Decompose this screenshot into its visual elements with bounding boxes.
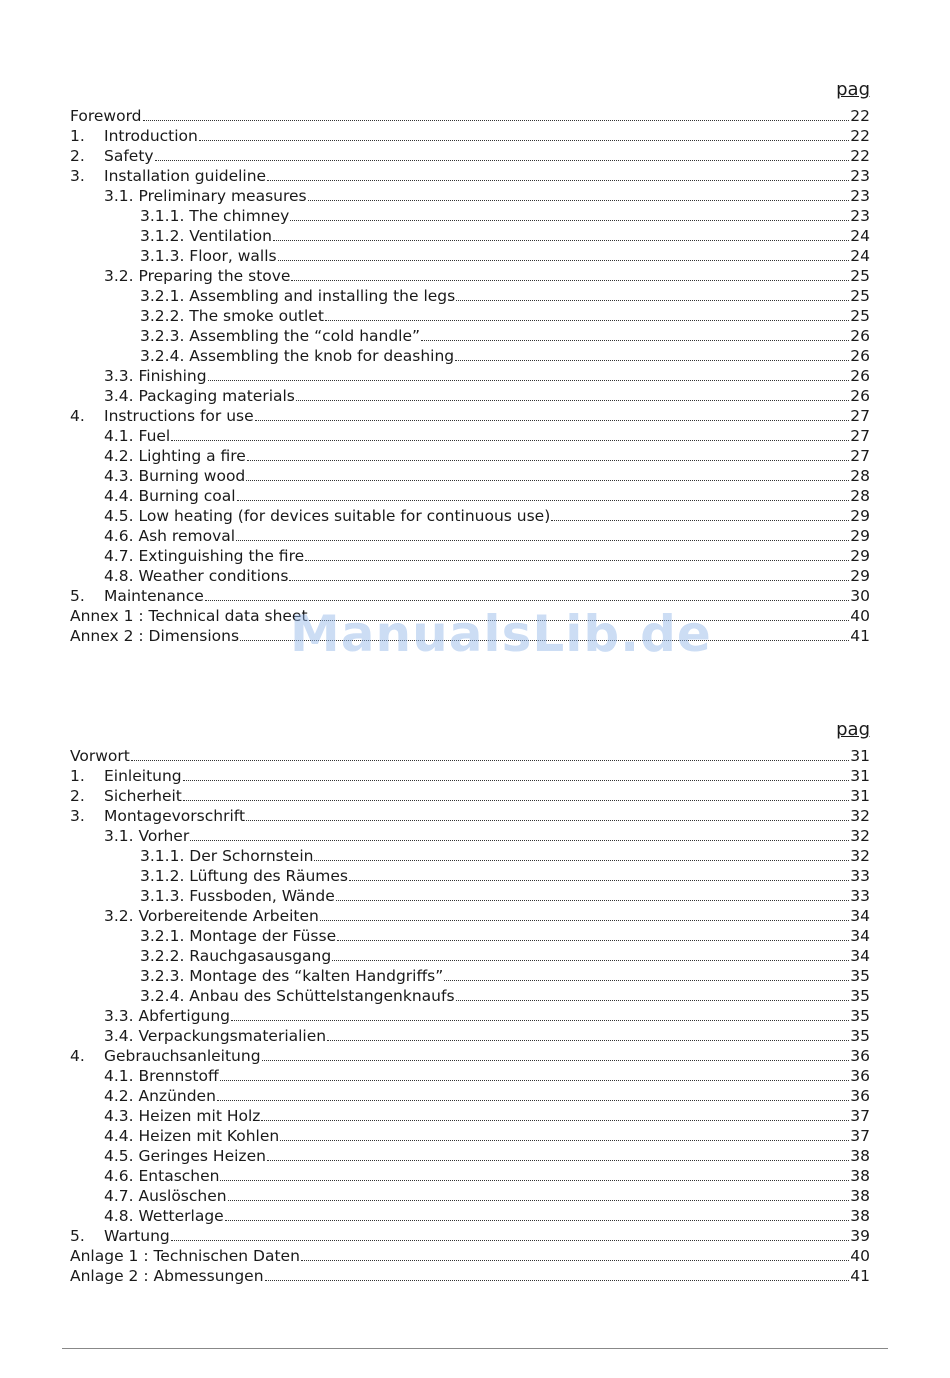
toc-entry[interactable]: [70, 1226, 870, 1246]
toc-entry-label: 3.4. Verpackungsmaterialien: [104, 1027, 327, 1045]
toc-entry-page: 35: [850, 1027, 870, 1045]
toc-entry-number: 1.: [70, 767, 85, 785]
toc-entry-page: 22: [850, 107, 870, 125]
toc-entry[interactable]: [70, 586, 870, 606]
toc-entry-page: 26: [850, 387, 870, 405]
toc-entry-page: 23: [850, 207, 870, 225]
toc-entry-page: 27: [850, 427, 870, 445]
toc-entry-page: 33: [850, 867, 870, 885]
dot-leader: [199, 128, 849, 141]
toc-entry[interactable]: [70, 186, 870, 206]
toc-entry[interactable]: [70, 806, 870, 826]
dot-leader: [325, 308, 849, 321]
toc-entry[interactable]: [70, 546, 870, 566]
toc-entry-page: 30: [850, 587, 870, 605]
toc-entry-page: 36: [850, 1067, 870, 1085]
dot-leader: [267, 168, 849, 181]
toc-entry-page: 24: [850, 247, 870, 265]
toc-entry-label: 4.4. Heizen mit Kohlen: [104, 1127, 280, 1145]
dot-leader: [205, 588, 849, 601]
toc-entry-page: 28: [850, 467, 870, 485]
toc-entry-number: 1.: [70, 127, 85, 145]
toc-entry-page: 27: [850, 447, 870, 465]
dot-leader: [421, 328, 849, 341]
toc-entry[interactable]: [70, 526, 870, 546]
toc-entry-page: 34: [850, 927, 870, 945]
toc-entry-page: 38: [850, 1147, 870, 1165]
toc-entry[interactable]: [70, 746, 870, 766]
dot-leader: [320, 908, 849, 921]
dot-leader: [262, 1048, 850, 1061]
toc-entry-label: 3.1. Preliminary measures: [104, 187, 307, 205]
toc-entry[interactable]: [70, 566, 870, 586]
toc-entry-label: 4.4. Burning coal: [104, 487, 236, 505]
toc-entry[interactable]: [70, 1006, 870, 1026]
toc-entry[interactable]: [70, 486, 870, 506]
toc-entries: [70, 106, 870, 646]
toc-entry-label: 3.3. Abfertigung: [104, 1007, 231, 1025]
dot-leader: [456, 288, 849, 301]
toc-german: [70, 718, 870, 1286]
toc-entry-page: 36: [850, 1087, 870, 1105]
toc-entry-label: Instructions for use: [104, 407, 254, 425]
toc-entry[interactable]: [70, 1126, 870, 1146]
toc-entry-label: 3.1.3. Fussboden, Wände: [140, 887, 335, 905]
toc-entry[interactable]: [70, 326, 870, 346]
toc-entry-label: Montagevorschrift: [104, 807, 246, 825]
toc-entry-page: 29: [850, 507, 870, 525]
toc-entry-label: 4.7. Extinguishing the fire: [104, 547, 305, 565]
toc-entry-label: 4.3. Burning wood: [104, 467, 246, 485]
toc-entry-label: 4.3. Heizen mit Holz: [104, 1107, 261, 1125]
toc-entry[interactable]: [70, 446, 870, 466]
dot-leader: [246, 468, 849, 481]
toc-entry-page: 35: [850, 1007, 870, 1025]
toc-entry[interactable]: [70, 286, 870, 306]
toc-entry-page: 34: [850, 947, 870, 965]
dot-leader: [305, 548, 849, 561]
toc-entry-page: 37: [850, 1127, 870, 1145]
dot-leader: [336, 888, 850, 901]
toc-entry-page: 34: [850, 907, 870, 925]
dot-leader: [225, 1208, 850, 1221]
toc-entry-label: 4.1. Fuel: [104, 427, 171, 445]
dot-leader: [261, 1108, 849, 1121]
toc-entry-page: 26: [850, 327, 870, 345]
toc-entry-page: 24: [850, 227, 870, 245]
dot-leader: [289, 568, 849, 581]
toc-entry-label: 3.1. Vorher: [104, 827, 190, 845]
dot-leader: [290, 208, 849, 221]
dot-leader: [220, 1068, 850, 1081]
dot-leader: [551, 508, 849, 521]
dot-leader: [220, 1168, 849, 1181]
dot-leader: [237, 488, 850, 501]
toc-entry-label: 3.2.1. Montage der Füsse: [140, 927, 337, 945]
toc-entry-page: 25: [850, 287, 870, 305]
dot-leader: [456, 988, 850, 1001]
toc-entry-label: 3.1.2. Ventilation: [140, 227, 272, 245]
toc-entry-label: 3.1.1. Der Schornstein: [140, 847, 314, 865]
dot-leader: [217, 1088, 849, 1101]
toc-entry[interactable]: [70, 126, 870, 146]
dot-leader: [337, 928, 849, 941]
toc-entry-page: 26: [850, 347, 870, 365]
toc-entry-number: 4.: [70, 407, 85, 425]
toc-entry[interactable]: [70, 106, 870, 126]
dot-leader: [208, 368, 850, 381]
dot-leader: [143, 108, 850, 121]
toc-entry-label: 3.1.1. The chimney: [140, 207, 290, 225]
toc-entry-page: 26: [850, 367, 870, 385]
toc-entry[interactable]: [70, 826, 870, 846]
toc-entry-page: 29: [850, 547, 870, 565]
dot-leader: [301, 1248, 849, 1261]
toc-entry-page: 29: [850, 527, 870, 545]
toc-entry-label: 3.2. Preparing the stove: [104, 267, 291, 285]
toc-entry-label: 3.4. Packaging materials: [104, 387, 295, 405]
toc-entry[interactable]: [70, 866, 870, 886]
page-column-header: pag: [836, 719, 870, 740]
toc-entry-page: 23: [850, 187, 870, 205]
toc-entry[interactable]: [70, 366, 870, 386]
toc-entry-page: 28: [850, 487, 870, 505]
toc-entry[interactable]: [70, 146, 870, 166]
dot-leader: [246, 808, 849, 821]
toc-entry-label: 3.1.3. Floor, walls: [140, 247, 277, 265]
toc-entry-page: 31: [850, 767, 870, 785]
toc-entry-page: 31: [850, 747, 870, 765]
toc-entry[interactable]: [70, 846, 870, 866]
toc-entry-page: 32: [850, 807, 870, 825]
toc-entry-label: 3.3. Finishing: [104, 367, 207, 385]
toc-english: [70, 78, 870, 646]
dot-leader: [296, 388, 849, 401]
toc-entry-label: 3.2. Vorbereitende Arbeiten: [104, 907, 319, 925]
toc-entry[interactable]: [70, 206, 870, 226]
toc-entry[interactable]: [70, 1066, 870, 1086]
dot-leader: [444, 968, 849, 981]
toc-entry[interactable]: [70, 1046, 870, 1066]
toc-entry-page: 38: [850, 1207, 870, 1225]
toc-entry[interactable]: [70, 1266, 870, 1286]
dot-leader: [247, 448, 849, 461]
toc-entry[interactable]: [70, 966, 870, 986]
dot-leader: [131, 748, 849, 761]
toc-entry[interactable]: [70, 1146, 870, 1166]
toc-entry-label: 4.8. Weather conditions: [104, 567, 289, 585]
toc-entry-label: Installation guideline: [104, 167, 267, 185]
toc-entry-number: 3.: [70, 167, 85, 185]
toc-entry-label: 3.2.4. Anbau des Schüttelstangenknaufs: [140, 987, 455, 1005]
dot-leader: [183, 768, 850, 781]
toc-entry-number: 5.: [70, 1227, 85, 1245]
toc-entry-number: 3.: [70, 807, 85, 825]
toc-entry-label: 3.2.1. Assembling and installing the legs: [140, 287, 456, 305]
toc-entry[interactable]: [70, 306, 870, 326]
toc-entry[interactable]: [70, 1106, 870, 1126]
dot-leader: [308, 188, 850, 201]
toc-entry-label: 4.6. Ash removal: [104, 527, 236, 545]
toc-entry-label: 3.2.2. The smoke outlet: [140, 307, 324, 325]
toc-entry-label: 4.7. Auslöschen: [104, 1187, 227, 1205]
toc-entry-label: Maintenance: [104, 587, 204, 605]
toc-entry-label: 3.2.4. Assembling the knob for deashing: [140, 347, 455, 365]
toc-entry-label: 4.6. Entaschen: [104, 1167, 220, 1185]
toc-entry-label: 4.1. Brennstoff: [104, 1067, 219, 1085]
toc-entry-page: 36: [850, 1047, 870, 1065]
dot-leader: [236, 528, 849, 541]
toc-entry[interactable]: [70, 1166, 870, 1186]
dot-leader: [327, 1028, 849, 1041]
dot-leader: [190, 828, 849, 841]
toc-entry-label: 4.2. Lighting a fire: [104, 447, 246, 465]
dot-leader: [267, 1148, 849, 1161]
toc-entry[interactable]: [70, 1206, 870, 1226]
toc-entry[interactable]: [70, 386, 870, 406]
dot-leader: [265, 1268, 850, 1281]
toc-entry-label: Anlage 2 : Abmessungen: [70, 1267, 264, 1285]
toc-entry-page: 41: [850, 627, 870, 645]
toc-entry-page: 38: [850, 1187, 870, 1205]
toc-entry-page: 40: [850, 607, 870, 625]
toc-entry-label: Gebrauchsanleitung: [104, 1047, 261, 1065]
toc-entry[interactable]: [70, 466, 870, 486]
toc-entry-label: Annex 2 : Dimensions: [70, 627, 240, 645]
toc-entry[interactable]: [70, 166, 870, 186]
dot-leader: [349, 868, 849, 881]
toc-entry[interactable]: [70, 766, 870, 786]
toc-entry[interactable]: [70, 1086, 870, 1106]
dot-leader: [183, 788, 849, 801]
toc-entry-page: 31: [850, 787, 870, 805]
toc-entry-label: Anlage 1 : Technischen Daten: [70, 1247, 300, 1265]
toc-entry-label: 3.2.3. Assembling the “cold handle”: [140, 327, 421, 345]
toc-entry[interactable]: [70, 946, 870, 966]
toc-entry-label: 4.2. Anzünden: [104, 1087, 216, 1105]
toc-entry-page: 32: [850, 847, 870, 865]
toc-entry[interactable]: [70, 266, 870, 286]
toc-entry-label: Foreword: [70, 107, 142, 125]
toc-entry-label: Sicherheit: [104, 787, 182, 805]
dot-leader: [291, 268, 849, 281]
toc-entries: [70, 746, 870, 1286]
toc-entry-page: 32: [850, 827, 870, 845]
toc-entry-page: 29: [850, 567, 870, 585]
footer-divider: [62, 1348, 888, 1349]
toc-entry-page: 38: [850, 1167, 870, 1185]
toc-entry[interactable]: [70, 246, 870, 266]
toc-entry-number: 2.: [70, 147, 85, 165]
toc-entry-page: 41: [850, 1267, 870, 1285]
toc-entry-page: 33: [850, 887, 870, 905]
toc-entry[interactable]: [70, 886, 870, 906]
toc-entry-page: 37: [850, 1107, 870, 1125]
dot-leader: [231, 1008, 849, 1021]
toc-entry-label: 3.2.3. Montage des “kalten Handgriffs”: [140, 967, 444, 985]
toc-entry-label: Introduction: [104, 127, 198, 145]
dot-leader: [155, 148, 850, 161]
toc-entry-page: 40: [850, 1247, 870, 1265]
dot-leader: [455, 348, 849, 361]
dot-leader: [228, 1188, 850, 1201]
toc-entry-label: 4.5. Low heating (for devices suitable for continuous use): [104, 507, 551, 525]
toc-entry-page: 22: [850, 147, 870, 165]
dot-leader: [273, 228, 849, 241]
toc-entry-page: 39: [850, 1227, 870, 1245]
toc-entry-page: 25: [850, 267, 870, 285]
toc-entry-label: Einleitung: [104, 767, 182, 785]
toc-entry[interactable]: [70, 926, 870, 946]
toc-entry-page: 23: [850, 167, 870, 185]
toc-entry[interactable]: [70, 1186, 870, 1206]
toc-entry[interactable]: [70, 426, 870, 446]
toc-entry[interactable]: [70, 346, 870, 366]
toc-entry-label: 4.8. Wetterlage: [104, 1207, 224, 1225]
toc-entry-label: 3.1.2. Lüftung des Räumes: [140, 867, 348, 885]
toc-entry-number: 5.: [70, 587, 85, 605]
toc-entry-page: 35: [850, 987, 870, 1005]
toc-entry-number: 2.: [70, 787, 85, 805]
toc-entry[interactable]: [70, 406, 870, 426]
toc-entry[interactable]: [70, 1246, 870, 1266]
toc-entry-label: Annex 1 : Technical data sheet: [70, 607, 308, 625]
watermark: ManualsLib.de: [290, 605, 712, 663]
dot-leader: [171, 1228, 849, 1241]
toc-entry-page: 25: [850, 307, 870, 325]
toc-entry-label: Safety: [104, 147, 154, 165]
dot-leader: [332, 948, 849, 961]
dot-leader: [255, 408, 850, 421]
toc-entry-number: 4.: [70, 1047, 85, 1065]
dot-leader: [278, 248, 850, 261]
dot-leader: [314, 848, 849, 861]
dot-leader: [171, 428, 849, 441]
dot-leader: [280, 1128, 849, 1141]
toc-entry[interactable]: [70, 226, 870, 246]
toc-entry-label: 4.5. Geringes Heizen: [104, 1147, 266, 1165]
toc-entry-label: Wartung: [104, 1227, 170, 1245]
toc-entry-label: 3.2.2. Rauchgasausgang: [140, 947, 332, 965]
toc-entry[interactable]: [70, 986, 870, 1006]
toc-entry-page: 27: [850, 407, 870, 425]
toc-entry[interactable]: [70, 906, 870, 926]
toc-entry[interactable]: [70, 786, 870, 806]
toc-entry-page: 22: [850, 127, 870, 145]
toc-entry[interactable]: [70, 506, 870, 526]
toc-entry-label: Vorwort: [70, 747, 130, 765]
toc-entry-page: 35: [850, 967, 870, 985]
page-column-header: pag: [836, 79, 870, 100]
toc-entry[interactable]: [70, 1026, 870, 1046]
